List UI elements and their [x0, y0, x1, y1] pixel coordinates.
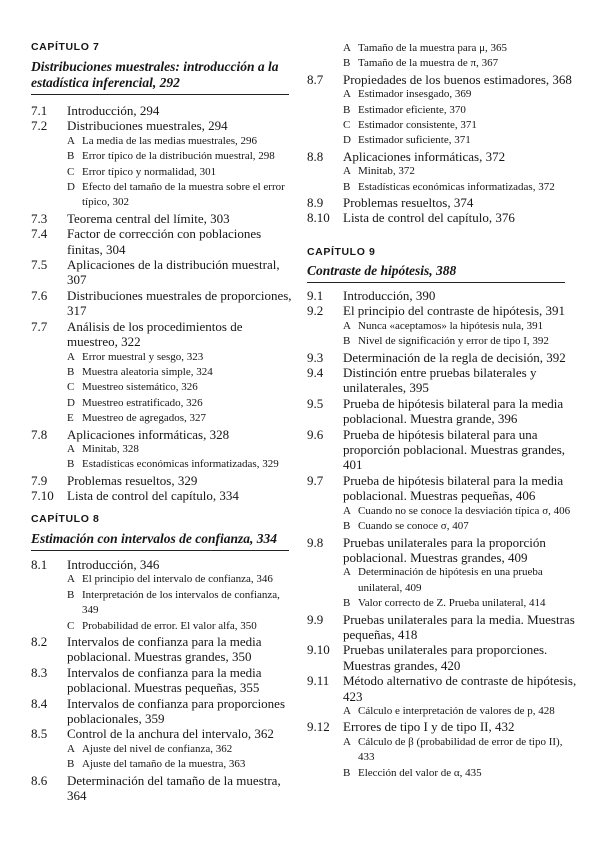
subsection-title: Cálculo de β (probabilidad de error de tipo II), 433	[358, 735, 563, 764]
toc-section-entry	[31, 696, 293, 727]
section-number: 8.8	[307, 148, 324, 164]
subsection-letter: B	[67, 588, 75, 601]
toc-subsection-entry	[307, 87, 577, 102]
subsection-letter: A	[67, 442, 75, 455]
section-number: 9.4	[307, 365, 324, 381]
section-title: Factor de corrección con poblaciones finitas, 304	[67, 226, 262, 257]
section-number: 8.3	[31, 664, 48, 680]
subsection-title: Cuando se conoce σ, 407	[358, 520, 469, 533]
subsection-letter: B	[343, 766, 351, 779]
subsection-letter: A	[343, 319, 351, 332]
subsection-title: Nunca «aceptamos» la hipótesis nula, 391	[358, 319, 544, 332]
toc-section-entry	[31, 118, 293, 133]
section-number: 8.9	[307, 195, 324, 211]
toc-subsection-entry	[31, 350, 293, 365]
subsection-title: Ajuste del tamaño de la muestra, 363	[82, 758, 246, 771]
section-number: 9.7	[307, 472, 324, 488]
section-number: 8.2	[31, 634, 48, 650]
section-number: 9.8	[307, 534, 324, 550]
toc-subsection-entry	[307, 164, 577, 179]
toc-section-entry	[31, 319, 293, 350]
toc-subsection-entry	[31, 588, 293, 619]
chapter-9-entries	[307, 288, 577, 781]
subsection-letter: A	[67, 134, 75, 147]
toc-section-entry	[307, 473, 577, 504]
toc-subsection-entry	[31, 134, 293, 149]
section-number: 7.2	[31, 118, 48, 134]
section-title: Intervalos de confianza para la media poblacional. Muestras grandes, 350	[67, 634, 262, 665]
section-title: Propiedades de los buenos estimadores, 368	[343, 71, 572, 87]
section-title: Teorema central del límite, 303	[67, 210, 230, 226]
toc-subsection-entry	[31, 619, 293, 634]
section-number: 9.1	[307, 288, 324, 303]
subsection-title: Estimador consistente, 371	[358, 119, 477, 132]
subsection-title: Error típico de la distribución muestral, 298	[82, 150, 275, 163]
subsection-letter: A	[343, 165, 351, 178]
chapter-9-title: Contraste de hipótesis, 388	[307, 263, 565, 283]
toc-subsection-entry	[307, 319, 577, 334]
chapter-8-entries-continued	[307, 41, 577, 226]
section-number: 9.6	[307, 426, 324, 442]
toc-section-entry	[31, 488, 293, 503]
section-title: Determinación del tamaño de la muestra, 364	[67, 772, 281, 804]
toc-subsection-entry	[31, 180, 293, 211]
section-number: 7.3	[31, 210, 48, 226]
section-title: Introducción, 346	[67, 557, 160, 572]
section-title: Aplicaciones informáticas, 372	[343, 148, 506, 164]
subsection-title: El principio del intervalo de confianza, 346	[82, 573, 273, 586]
toc-subsection-entry	[31, 380, 293, 395]
section-title: Problemas resueltos, 374	[343, 195, 474, 211]
section-title: Distinción entre pruebas bilaterales y unilaterales, 395	[343, 365, 537, 396]
section-number: 7.5	[31, 257, 48, 273]
section-title: Aplicaciones informáticas, 328	[67, 426, 230, 442]
subsection-letter: B	[343, 180, 351, 193]
toc-section-entry	[31, 773, 293, 804]
chapter-9-label: CAPÍTULO 9	[307, 246, 376, 258]
toc-subsection-entry	[31, 411, 293, 426]
section-title: Intervalos de confianza para la media poblacional. Muestras pequeñas, 355	[67, 664, 262, 696]
toc-section-entry	[31, 557, 293, 572]
toc-subsection-entry	[307, 180, 577, 195]
section-title: Intervalos de confianza para proporciones poblacionales, 359	[67, 695, 286, 727]
subsection-letter: A	[343, 566, 351, 579]
subsection-title: Estimador suficiente, 371	[358, 134, 471, 147]
subsection-letter: B	[67, 458, 75, 471]
section-title: Distribuciones muestrales, 294	[67, 118, 228, 134]
subsection-title: Estimador insesgado, 369	[358, 88, 472, 101]
subsection-letter: C	[67, 381, 75, 394]
subsection-letter: A	[67, 742, 75, 755]
subsection-letter: A	[343, 704, 351, 717]
toc-subsection-entry	[307, 596, 577, 611]
section-number: 7.6	[31, 287, 48, 303]
subsection-letter: A	[343, 42, 351, 54]
section-number: 8.7	[307, 71, 324, 87]
section-title: Distribuciones muestrales de proporciones, 317	[67, 287, 292, 319]
toc-section-entry	[307, 350, 577, 365]
subsection-letter: D	[67, 181, 75, 194]
toc-section-entry	[307, 210, 577, 225]
subsection-title: Determinación de hipótesis en una prueba unilateral, 409	[358, 566, 543, 594]
toc-subsection-entry	[307, 334, 577, 349]
toc-section-entry	[307, 396, 577, 427]
section-title: Lista de control del capítulo, 334	[67, 488, 239, 504]
toc-section-entry	[307, 642, 577, 673]
subsection-letter: D	[343, 134, 351, 147]
section-number: 7.10	[31, 488, 54, 504]
section-number: 9.2	[307, 303, 324, 319]
toc-section-entry	[31, 226, 293, 257]
toc-subsection-entry	[307, 133, 577, 148]
section-number: 9.3	[307, 349, 324, 365]
toc-section-entry	[307, 195, 577, 210]
toc-subsection-entry	[307, 735, 577, 766]
toc-section-entry	[31, 634, 293, 665]
toc-section-entry	[31, 257, 293, 288]
toc-section-entry	[31, 665, 293, 696]
chapter-7-title: Distribuciones muestrales: introducción a la estadística inferencial, 292	[31, 59, 289, 95]
section-title: Pruebas unilaterales para la proporción poblacional. Muestras grandes, 409	[343, 534, 546, 565]
toc-subsection-entry	[307, 103, 577, 118]
subsection-letter: E	[67, 412, 74, 425]
section-number: 9.5	[307, 395, 324, 411]
subsection-letter: B	[343, 520, 351, 533]
section-title: Lista de control del capítulo, 376	[343, 210, 515, 226]
toc-section-entry	[31, 211, 293, 226]
section-number: 9.12	[307, 719, 330, 735]
toc-subsection-entry	[31, 396, 293, 411]
subsection-title: Error muestral y sesgo, 323	[82, 350, 204, 363]
subsection-letter: A	[343, 735, 351, 748]
toc-subsection-entry	[307, 504, 577, 519]
subsection-letter: A	[67, 573, 75, 586]
toc-section-entry	[31, 473, 293, 488]
subsection-title: Estadísticas económicas informatizadas, 372	[358, 180, 555, 193]
section-title: Errores de tipo I y de tipo II, 432	[343, 719, 515, 735]
toc-subsection-entry	[31, 165, 293, 180]
section-title: Prueba de hipótesis bilateral para la media poblacional. Muestra grande, 396	[343, 395, 564, 427]
section-title: Prueba de hipótesis bilateral para una proporción poblacional. Muestras grandes, 401	[343, 426, 566, 473]
toc-section-entry	[307, 719, 577, 734]
chapter-8-label: CAPÍTULO 8	[31, 513, 100, 525]
section-number: 9.10	[307, 642, 330, 658]
subsection-title: Efecto del tamaño de la muestra sobre el error típico, 302	[82, 181, 285, 209]
section-number: 9.11	[307, 673, 330, 689]
toc-subsection-entry	[307, 565, 577, 596]
subsection-title: Minitab, 372	[358, 165, 415, 178]
subsection-title: Cuando no se conoce la desviación típica σ, 406	[358, 504, 571, 517]
subsection-title: Valor correcto de Z. Prueba unilateral, 414	[358, 597, 546, 610]
toc-section-entry	[31, 427, 293, 442]
toc-section-entry	[307, 365, 577, 396]
subsection-letter: C	[67, 619, 75, 632]
subsection-title: La media de las medias muestrales, 296	[82, 134, 258, 147]
subsection-title: Cálculo e interpretación de valores de p, 428	[358, 704, 555, 717]
subsection-title: Estimador eficiente, 370	[358, 103, 466, 116]
toc-section-entry	[31, 103, 293, 118]
subsection-title: Muestreo estratificado, 326	[82, 396, 203, 409]
subsection-title: Minitab, 328	[82, 442, 139, 455]
section-number: 8.1	[31, 557, 48, 572]
subsection-letter: A	[67, 350, 75, 363]
section-title: Determinación de la regla de decisión, 392	[343, 349, 566, 365]
subsection-title: Tamaño de la muestra de π, 367	[358, 57, 499, 70]
toc-section-entry	[31, 288, 293, 319]
toc-section-entry	[307, 673, 577, 704]
subsection-title: Error típico y normalidad, 301	[82, 165, 217, 178]
toc-section-entry	[31, 726, 293, 741]
toc-section-entry	[307, 149, 577, 164]
toc-subsection-entry	[31, 442, 293, 457]
subsection-letter: B	[343, 335, 351, 348]
toc-subsection-entry	[31, 742, 293, 757]
section-title: Pruebas unilaterales para la media. Muestras pequeñas, 418	[343, 611, 575, 642]
toc-section-entry	[307, 72, 577, 87]
subsection-title: Muestra aleatoria simple, 324	[82, 365, 213, 378]
section-number: 7.4	[31, 226, 48, 242]
section-title: Método alternativo de contraste de hipótesis, 423	[343, 673, 577, 704]
subsection-letter: B	[67, 758, 75, 771]
toc-subsection-entry	[307, 519, 577, 534]
toc-section-entry	[307, 288, 577, 303]
subsection-letter: C	[343, 119, 351, 132]
toc-section-entry	[307, 535, 577, 566]
chapter-8-entries	[31, 557, 293, 804]
subsection-title: Muestreo sistemático, 326	[82, 381, 198, 394]
subsection-letter: C	[67, 165, 75, 178]
subsection-title: Ajuste del nivel de confianza, 362	[82, 742, 233, 755]
toc-section-entry	[307, 427, 577, 473]
chapter-8-title: Estimación con intervalos de confianza, 334	[31, 531, 289, 551]
toc-subsection-entry	[307, 704, 577, 719]
subsection-title: Interpretación de los intervalos de confianza, 349	[82, 588, 280, 617]
toc-subsection-entry	[31, 149, 293, 164]
subsection-letter: B	[67, 365, 75, 378]
toc-subsection-entry	[307, 56, 577, 71]
section-number: 7.7	[31, 318, 48, 334]
section-title: Pruebas unilaterales para proporciones. Muestras grandes, 420	[343, 642, 548, 673]
section-title: Aplicaciones de la distribución muestral, 307	[67, 257, 280, 288]
section-number: 8.5	[31, 726, 48, 742]
subsection-letter: A	[343, 504, 351, 517]
section-title: Introducción, 390	[343, 288, 436, 303]
toc-section-entry	[307, 303, 577, 318]
section-title: Introducción, 294	[67, 103, 160, 118]
section-title: Análisis de los procedimientos de muestreo, 322	[67, 318, 243, 350]
toc-subsection-entry	[31, 572, 293, 587]
subsection-title: Probabilidad de error. El valor alfa, 350	[82, 619, 257, 632]
section-number: 7.8	[31, 426, 48, 442]
toc-subsection-entry	[307, 41, 577, 56]
section-number: 7.1	[31, 103, 48, 118]
toc-subsection-entry	[307, 766, 577, 781]
toc-subsection-entry	[31, 757, 293, 772]
subsection-title: Nivel de significación y error de tipo I, 392	[358, 335, 549, 348]
subsection-letter: A	[343, 88, 351, 101]
toc-subsection-entry	[31, 365, 293, 380]
toc-section-entry	[307, 612, 577, 643]
subsection-letter: B	[67, 150, 75, 163]
subsection-letter: B	[343, 57, 351, 70]
section-number: 7.9	[31, 472, 48, 488]
toc-subsection-entry	[31, 457, 293, 472]
chapter-7-label: CAPÍTULO 7	[31, 41, 100, 53]
section-number: 8.6	[31, 772, 48, 788]
section-number: 8.4	[31, 695, 48, 711]
subsection-letter: D	[67, 396, 75, 409]
section-number: 9.9	[307, 611, 324, 627]
section-number: 8.10	[307, 210, 330, 226]
subsection-title: Estadísticas económicas informatizadas, 329	[82, 458, 279, 471]
subsection-letter: B	[343, 597, 351, 610]
subsection-letter: B	[343, 103, 351, 116]
subsection-title: Tamaño de la muestra para μ, 365	[358, 42, 507, 54]
subsection-title: Elección del valor de α, 435	[358, 766, 482, 779]
chapter-7-entries	[31, 103, 293, 504]
section-title: Problemas resueltos, 329	[67, 472, 198, 488]
subsection-title: Muestreo de agregados, 327	[82, 412, 207, 425]
section-title: Prueba de hipótesis bilateral para la media poblacional. Muestras pequeñas, 406	[343, 472, 564, 504]
section-title: El principio del contraste de hipótesis, 391	[343, 303, 566, 319]
toc-subsection-entry	[307, 118, 577, 133]
section-title: Control de la anchura del intervalo, 362	[67, 726, 274, 742]
